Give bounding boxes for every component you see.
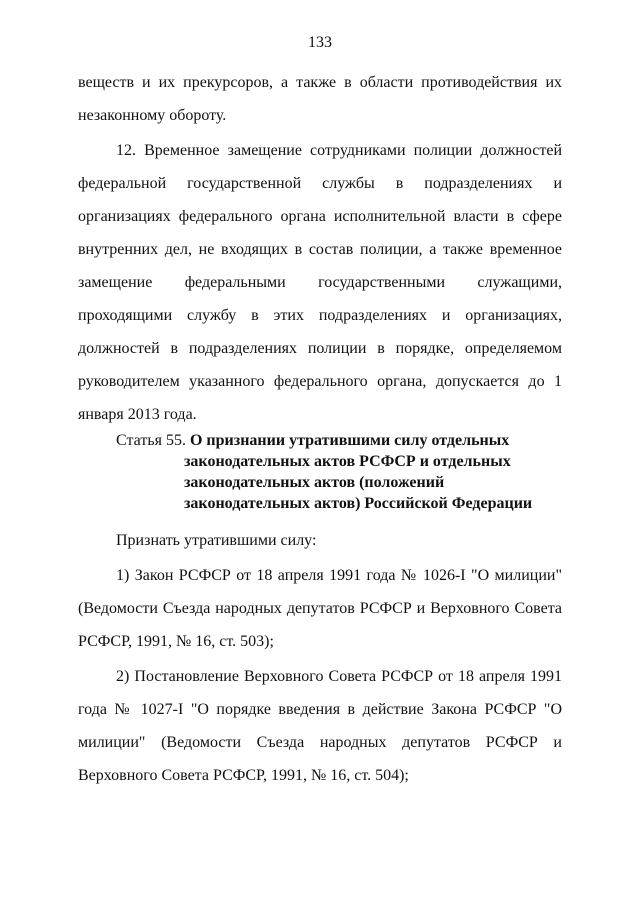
article-heading (116, 430, 562, 514)
article-title-line: законодательных актов РСФСР и отдельных (184, 453, 511, 470)
paragraph-text: 1) Закон РСФСР от 18 апреля 1991 года № 1026-I "О милиции" (Ведомости Съезда народных депутатов РСФСР и Верховного Совета РСФСР, 1991, № 16, ст. 503); (78, 567, 562, 650)
article-title-line: законодательных актов) Российской Федерации (184, 495, 533, 512)
paragraph-12 (78, 134, 562, 431)
list-item (78, 660, 562, 792)
article-title-line: О признании утратившими силу отдельных (189, 432, 510, 449)
intro-paragraph (78, 524, 562, 557)
paragraph-text: веществ и их прекурсоров, а также в области противодействия их незаконному обороту. (78, 74, 562, 124)
article-label: Статья 55. (116, 432, 186, 449)
paragraph-text: Признать утратившими силу: (116, 532, 317, 549)
continuation-paragraph (78, 66, 562, 132)
paragraph-text: 2) Постановление Верховного Совета РСФСР от 18 апреля 1991 года № 1027-I "О порядке введения в действие Закона РСФСР "О милиции" (Ведомости Съезда народных депутатов РСФСР и Верховного Совета РСФСР, 1991, № 16, ст. 504); (78, 668, 562, 784)
article-title-line: законодательных актов (положений (184, 474, 445, 491)
list-item (78, 559, 562, 658)
paragraph-text: 12. Временное замещение сотрудниками полиции должностей федеральной государственной службы в подразделениях и организациях федерального органа исполнительной власти в сфере внутренних дел, не входящих в состав полиции, а также временное замещение федеральными государственными служащими, проходящими службу в этих подразделениях и организациях, должностей в подразделениях полиции в порядке, определяемом руководителем указанного федерального органа, допускается до 1 января 2013 года. (78, 142, 562, 423)
page-number: 133 (308, 34, 332, 51)
